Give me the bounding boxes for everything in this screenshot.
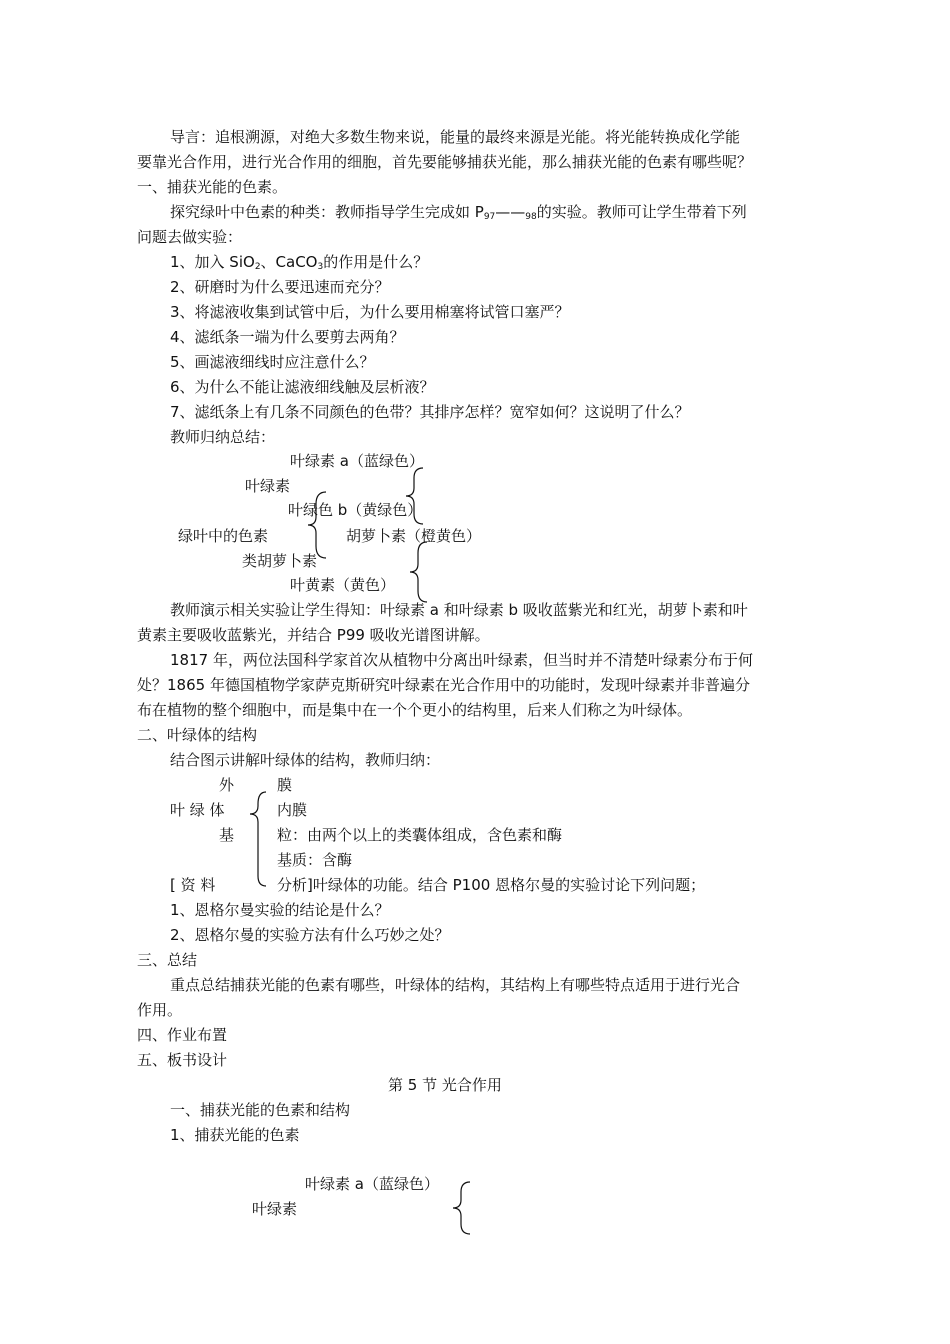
- question-6: 6、为什么不能让滤液细线触及层析液？: [170, 378, 435, 396]
- question-2: 2、研磨时为什么要迅速而充分？: [170, 278, 390, 296]
- demo-line-1: 教师演示相关实验让学生得知：叶绿素 a 和叶绿素 b 吸收蓝紫光和红光，胡萝卜素和叶: [170, 601, 748, 619]
- chlorophyll-b-label: 叶绿色 b（黄绿色）: [288, 501, 423, 519]
- question-4: 4、滤纸条一端为什么要剪去两角？: [170, 328, 405, 346]
- history-line-1: 1817 年，两位法国科学家首次从植物中分离出叶绿素，但当时并不清楚叶绿素分布于何: [170, 651, 753, 669]
- carotene-label: 胡萝卜素（橙黄色）: [346, 527, 482, 545]
- section-2-heading: 二、叶绿体的结构: [137, 726, 258, 744]
- section-5-heading: 五、板书设计: [137, 1051, 228, 1069]
- data-analysis-left: [ 资 料: [170, 876, 216, 894]
- pigments-brace-icon: [306, 490, 330, 560]
- inner-membrane: 内膜: [277, 801, 308, 819]
- board-subheading-1: 一、捕获光能的色素和结构: [170, 1101, 351, 1119]
- history-line-2: 处？1865 年德国植物学家萨克斯研究叶绿素在光合作用中的功能时，发现叶绿素并非普遍分: [137, 676, 750, 694]
- section-3-heading: 三、总结: [137, 951, 198, 969]
- intro-line-1: 导言：追根溯源，对绝大多数生物来说，能量的最终来源是光能。将光能转换成化学能: [170, 128, 741, 146]
- explore-line-1: 探究绿叶中色素的种类：教师指导学生完成如 $P_{97}——_{98}$的实验。教师可让学生带着下列: [170, 203, 747, 222]
- chlorophyll-label: 叶绿素: [245, 477, 291, 495]
- section-2-question-1: 1、恩格尔曼实验的结论是什么？: [170, 901, 390, 919]
- section-2-intro: 结合图示讲解叶绿体的结构，教师归纳：: [170, 751, 441, 769]
- carotenoids-label: 类胡萝卜素: [242, 552, 318, 570]
- section-3-line-2: 作用。: [137, 1001, 183, 1019]
- intro-line-2: 要靠光合作用，进行光合作用的细胞，首先要能够捕获光能，那么捕获光能的色素有哪些呢？: [137, 153, 753, 171]
- history-line-3: 布在植物的整个细胞中，而是集中在一个个更小的结构里，后来人们称之为叶绿体。: [137, 701, 693, 719]
- leaf-pigments-label: 绿叶中的色素: [178, 527, 269, 545]
- board-title: 第 5 节 光合作用: [388, 1076, 502, 1094]
- grana-description: 粒：由两个以上的类囊体组成，含色素和酶: [277, 826, 563, 844]
- question-1: 1、加入 SiO$_2$、CaCO$_3$的作用是什么？: [170, 253, 429, 272]
- section-3-line-1: 重点总结捕获光能的色素有哪些，叶绿体的结构，其结构上有哪些特点适用于进行光合: [170, 976, 741, 994]
- section-1-heading: 一、捕获光能的色素。: [137, 178, 288, 196]
- board-subheading-2: 1、捕获光能的色素: [170, 1126, 300, 1144]
- chlorophyll-brace-icon: [403, 466, 427, 526]
- question-5: 5、画滤液细线时应注意什么？: [170, 353, 375, 371]
- question-3: 3、将滤液收集到试管中后，为什么要用棉塞将试管口塞严？: [170, 303, 570, 321]
- question-7: 7、滤纸条上有几条不同颜色的色带？其排序怎样？宽窄如何？这说明了什么？: [170, 403, 690, 421]
- explore-line-2: 问题去做实验：: [137, 228, 243, 246]
- demo-line-2: 黄素主要吸收蓝紫光，并结合 P99 吸收光谱图讲解。: [137, 626, 490, 644]
- board-chlorophyll-a-label: 叶绿素 a（蓝绿色）: [305, 1175, 439, 1193]
- outer-membrane-left: 外: [219, 776, 235, 794]
- summary-label: 教师归纳总结：: [170, 428, 276, 446]
- xanthophyll-label: 叶黄素（黄色）: [290, 576, 396, 594]
- grana-left: 基: [219, 826, 235, 844]
- section-4-heading: 四、作业布置: [137, 1026, 228, 1044]
- carotenoids-brace-icon: [407, 540, 431, 604]
- chloroplast-label: 叶 绿 体: [170, 801, 225, 819]
- chloroplast-brace-icon: [248, 790, 270, 890]
- data-analysis-right: 分析]叶绿体的功能。结合 P100 恩格尔曼的实验讨论下列问题；: [277, 876, 706, 894]
- chlorophyll-a-label: 叶绿素 a（蓝绿色）: [290, 452, 424, 470]
- board-chlorophyll-label: 叶绿素: [252, 1200, 298, 1218]
- outer-membrane-right: 膜: [277, 776, 293, 794]
- board-chlorophyll-brace-icon: [450, 1180, 474, 1236]
- section-2-question-2: 2、恩格尔曼的实验方法有什么巧妙之处？: [170, 926, 450, 944]
- stroma-description: 基质：含酶: [277, 851, 353, 869]
